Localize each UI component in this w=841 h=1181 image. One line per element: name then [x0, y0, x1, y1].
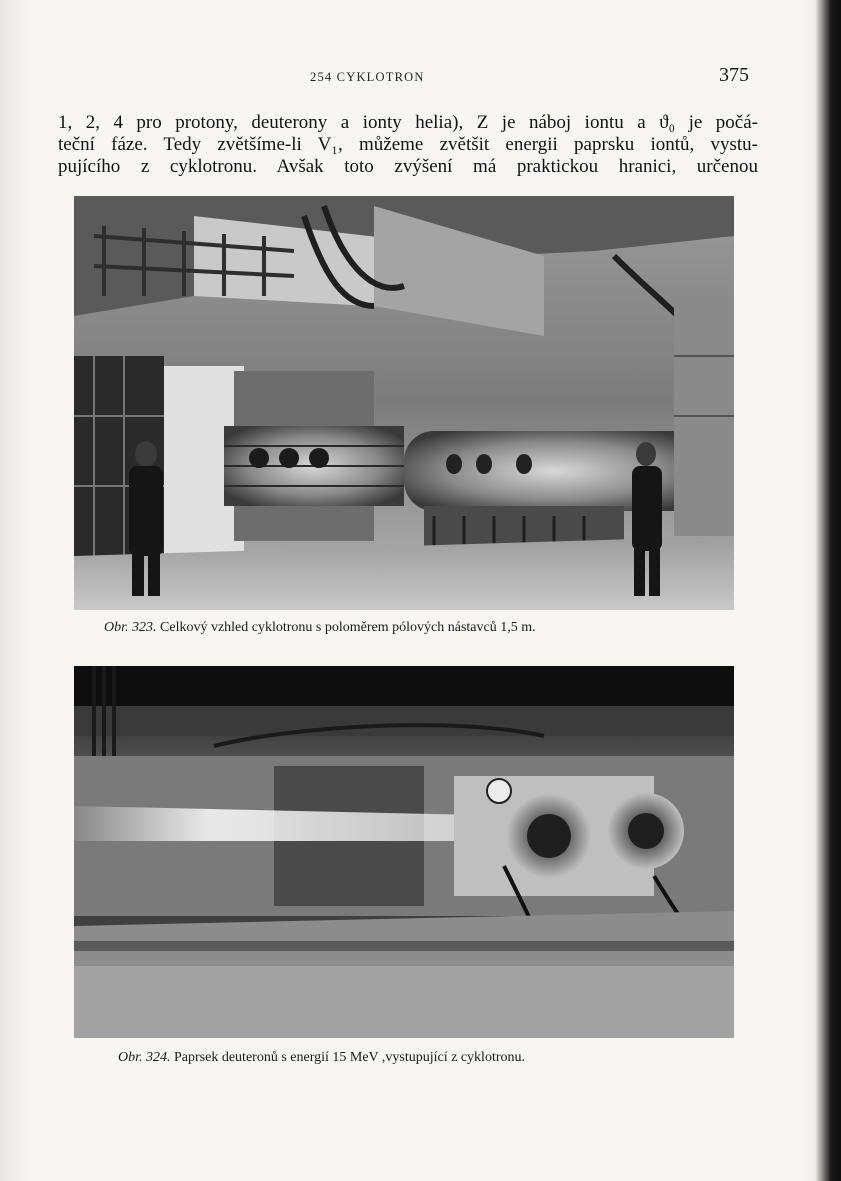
page-number: 375 [719, 64, 749, 86]
page-edge-shadow [815, 0, 841, 1181]
figure-label: Obr. 324. [118, 1050, 171, 1065]
body-paragraph [58, 112, 758, 178]
figure-caption [104, 620, 704, 636]
deuteron-beam-photo [74, 666, 734, 1038]
body-line: 1, 2, 4 pro protony, deuterony a ionty helia), Z je náboj iontu a ϑ₀ je počá- [58, 112, 758, 133]
body-line: teční fáze. Tedy zvětšíme-li V₁, můžeme zvětšit energii paprsku iontů, vystu- [58, 134, 758, 155]
figure-label: Obr. 323. [104, 620, 157, 635]
figure-caption-text: Celkový vzhled cyklotronu s poloměrem pólových nástavců 1,5 m. [160, 620, 536, 635]
running-head: 254 CYKLOTRON [310, 70, 425, 84]
figure-caption [118, 1050, 718, 1066]
cyclotron-overview-photo [74, 196, 734, 610]
page-header [60, 64, 760, 94]
figure-caption-text: Paprsek deuteronů s energií 15 MeV ,vystupující z cyklotronu. [174, 1050, 525, 1065]
body-line: pujícího z cyklotronu. Avšak toto zvýšení má praktickou hranici, určenou [58, 156, 758, 177]
